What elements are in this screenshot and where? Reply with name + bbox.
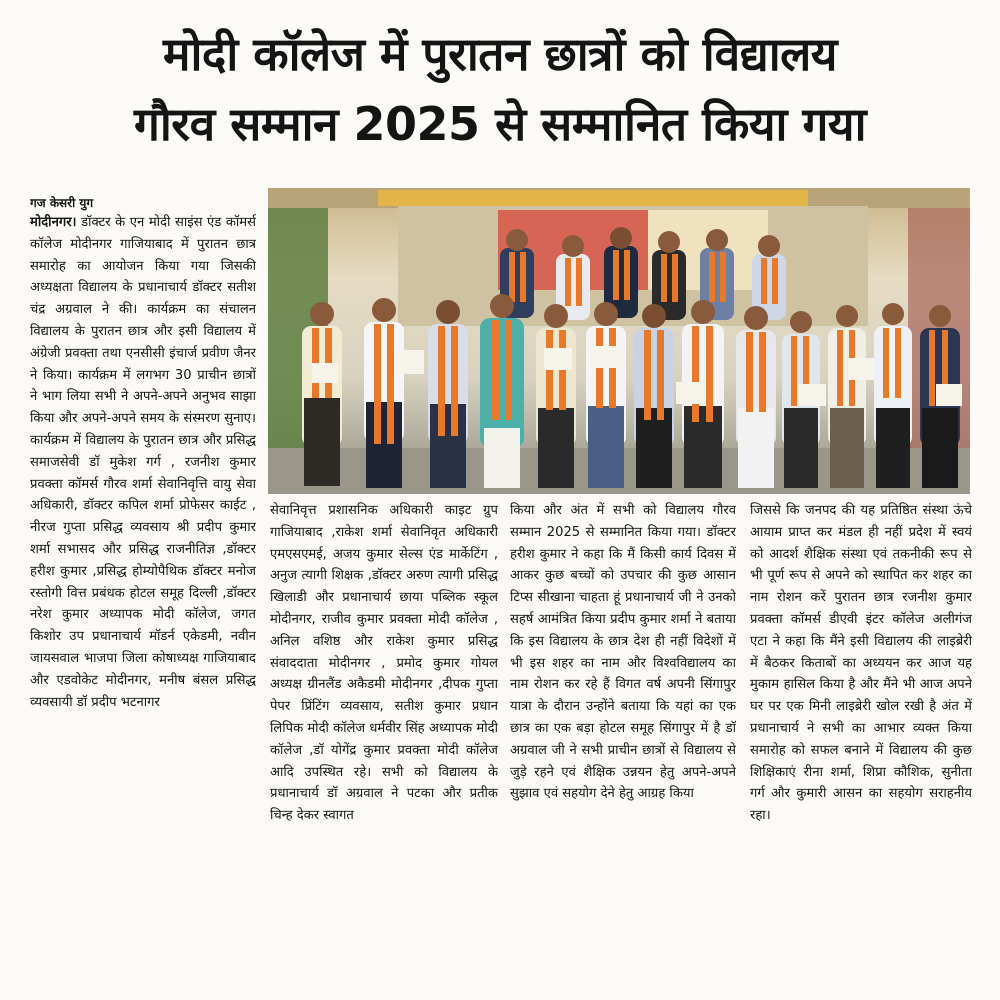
headline — [20, 24, 980, 154]
article-column-1 — [30, 194, 256, 994]
article-column-2 — [270, 500, 498, 994]
college-banner — [378, 190, 808, 206]
source-credit: गज केसरी युग — [30, 196, 94, 210]
article-text-2: सेवानिवृत्त प्रशासनिक अधिकारी काइट ग्रुप गाजियाबाद ,राकेश शर्मा सेवानिवृत अधिकारी एमएसएमई, अजय कुमार सेल्स एंड मार्केटिंग , अनुज त्यागी शिक्षक ,डॉक्टर अरुण त्यागी प्रसिद्ध खिलाडी और प्रधानाचार्य छाया पब्लिक स्कूल मोदीनगर, राजीव कुमार प्रवक्ता मोदी कॉलेज , अनिल वशिष्ठ और राकेश कुमार प्रसिद्ध संवाददाता मोदीनगर , प्रमोद कुमार गोयल अध्यक्ष ग्रीनलैंड अकैडमी मोदीनगर ,दीपक गुप्ता पेपर प्रिंटिंग व्यवसाय, सतीश कुमार प्रधान लिपिक मोदी कॉलेज धर्मवीर सिंह अध्यापक मोदी कॉलेज ,डॉ योगेंद्र कुमार प्रवक्ता मोदी कॉलेज आदि उपस्थित रहे। सभी को विद्यालय के प्रधानाचार्य डॉ अग्रवाल ने पटका और प्रतीक चिन्ह देकर स्वागत — [270, 503, 498, 824]
group-photo-illustration — [268, 188, 970, 494]
article-column-3 — [510, 500, 736, 994]
article-text-4: जिससे कि जनपद की यह प्रतिष्ठित संस्था ऊंचे आयाम प्राप्त कर मंडल ही नहीं प्रदेश में स्वयं को आदर्श शैक्षिक संस्था एवं तकनीकी रूप से भी पूर्ण रूप से अपने को स्थापित कर शहर का नाम रोशन करें पुरातन छात्र रजनीश कुमार प्रवक्ता कॉमर्स डीएवी इंटर कॉलेज अलीगंज एटा ने कहा कि मैंने इसी विद्यालय की लाइब्रेरी में बैठकर किताबों का अध्ययन कर आज यह मुकाम हासिल किया है और मैंने भी आज अपने घर पर एक मिनी लाइब्रेरी खोल रखी है अंत में प्रधानाचार्य ने सभी का आभार व्यक्त किया समारोह को सफल बनाने में विद्यालय की कुछ शिक्षिकाएं रीना शर्मा, शिप्रा कौशिक, सुनीता गर्ग और कुमारी आसन का सहयोग सराहनीय रहा। — [750, 503, 972, 824]
article-column-4 — [750, 500, 972, 994]
article-text-3: किया और अंत में सभी को विद्यालय गौरव सम्मान 2025 से सम्मानित किया गया। डॉक्टर हरीश कुमार ने कहा कि मैं किसी कार्य दिवस में आकर कुछ बच्चों को उपचार की कुछ आसान टिप्स सीखाना चाहता हूं प्रधानाचार्य जी ने उनको सहर्ष आमंत्रित किया प्रदीप कुमार शर्मा ने बताया कि इस विद्यालय के छात्र देश ही नहीं विदेशों में भी इस शहर का नाम और विश्वविद्यालय का नाम रोशन कर रहे हैं विगत वर्ष अपनी सिंगापुर यात्रा के दौरान उन्होंने बताया कि यहां का एक छात्र का एक बड़ा होटल समूह सिंगापुर में है डॉ अग्रवाल जी ने सभी प्राचीन छात्रों से विद्यालय से जुड़े रहने एवं शैक्षिक उन्नयन हेतु अपने-अपने सुझाव एवं सहयोग देने हेतु आग्रह किया — [510, 503, 736, 802]
headline-line-2: गौरव सम्मान 2025 से सम्मानित किया गया — [134, 97, 866, 151]
dateline: मोदीनगर। — [30, 215, 77, 230]
headline-line-1: मोदी कॉलेज में पुरातन छात्रों को विद्यालय — [163, 27, 837, 81]
article-text-1: डॉक्टर के एन मोदी साइंस एंड कॉमर्स कॉलेज मोदीनगर गाजियाबाद में पुरातन छात्र समारोह का आयोजन किया गया जिसकी अध्यक्षता विद्यालय के प्रधानाचार्य डॉक्टर सतीश चंद्र अग्रवाल ने की। कार्यक्रम का संचालन विद्यालय के पुरातन छात्र और इसी विद्यालय में अंग्रेजी प्रवक्ता तथा एनसीसी इंचार्ज प्रवीण जैनर ने किया। कार्यक्रम में लगभग 30 प्राचीन छात्रों ने भाग लिया सभी ने अपने-अपने अनुभव साझा किया और अपने-अपने समय के संस्मरण सुनाए। कार्यक्रम में विद्यालय के पुरातन छात्र और प्रसिद्ध समाजसेवी डॉ मुकेश गर्ग , रजनीश कुमार प्रवक्ता कॉमर्स गौरव शर्मा सेवानिवृत्ति वायु सेवा अधिकारी, डॉक्टर कपिल शर्मा प्रोफेसर काईट , नीरज गुप्ता प्रसिद्ध व्यवसाय श्री प्रदीप कुमार शर्मा सभासद और प्रसिद्ध राजनीतिज्ञ ,डॉक्टर हरीश कुमार ,प्रसिद्ध होम्योपैथिक डॉक्टर मनोज रस्तोगी वित्त प्रबंधक होटल समूह दिल्ली ,डॉक्टर नरेश कुमार अध्यापक मोदी कॉलेज, जगत किशोर उप प्रधानाचार्य मॉडर्न एकेडमी, नवीन जायसवाल भाजपा जिला कोषाध्यक्ष गाजियाबाद और एडवोकेट मोदीनगर, मनीष बंसल प्रसिद्ध व्यवसायी डॉ प्रदीप भटनागर — [30, 215, 256, 710]
group-photo — [268, 188, 970, 494]
